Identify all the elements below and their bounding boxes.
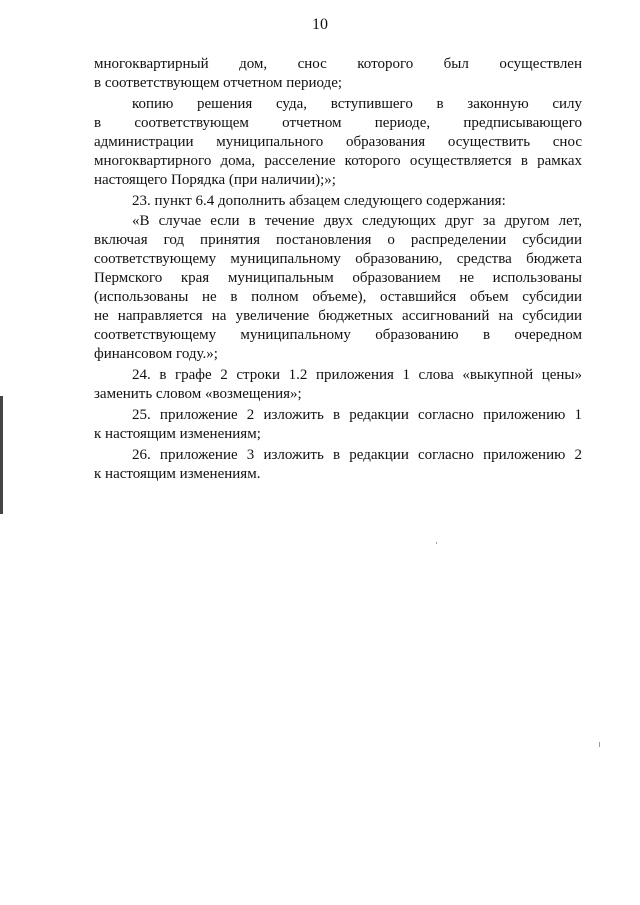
text-line: (использованы не в полном объеме), оставшийся объем субсидии: [94, 289, 582, 305]
text-line: «В случае если в течение двух следующих друг за другом лет,: [132, 213, 582, 229]
scan-edge-mark: [0, 396, 3, 514]
text-line: настоящего Порядка (при наличии);»;: [94, 172, 336, 188]
text-line: Пермского края муниципальным образованием не использованы: [94, 270, 582, 286]
text-line: 23. пункт 6.4 дополнить абзацем следующего содержания:: [132, 193, 506, 209]
text-line: соответствующему муниципальному образованию, средства бюджета: [94, 251, 582, 267]
text-line: заменить словом «возмещения»;: [94, 386, 302, 402]
text-line: финансовом году.»;: [94, 346, 218, 362]
scan-speck: [599, 742, 600, 747]
text-line: в соответствующем отчетном периоде, предписывающего: [94, 115, 582, 131]
scan-speck: [436, 542, 437, 544]
text-line: включая год принятия постановления о распределении субсидии: [94, 232, 582, 248]
text-line: к настоящим изменениям.: [94, 466, 261, 482]
page-number: 10: [312, 16, 328, 33]
text-line: администрации муниципального образования осуществить снос: [94, 134, 582, 150]
text-line: 26. приложение 3 изложить в редакции согласно приложению 2: [132, 447, 582, 463]
text-line: многоквартирного дома, расселение которого осуществляется в рамках: [94, 153, 582, 169]
text-line: многоквартирный дом, снос которого был осуществлен: [94, 56, 582, 72]
text-line: соответствующему муниципальному образованию в очередном: [94, 327, 582, 343]
text-line: не направляется на увеличение бюджетных ассигнований на субсидии: [94, 308, 582, 324]
text-line: к настоящим изменениям;: [94, 426, 261, 442]
text-line: копию решения суда, вступившего в законную силу: [132, 96, 582, 112]
text-line: 25. приложение 2 изложить в редакции согласно приложению 1: [132, 407, 582, 423]
text-line: 24. в графе 2 строки 1.2 приложения 1 слова «выкупной цены»: [132, 367, 582, 383]
text-line: в соответствующем отчетном периоде;: [94, 75, 343, 91]
